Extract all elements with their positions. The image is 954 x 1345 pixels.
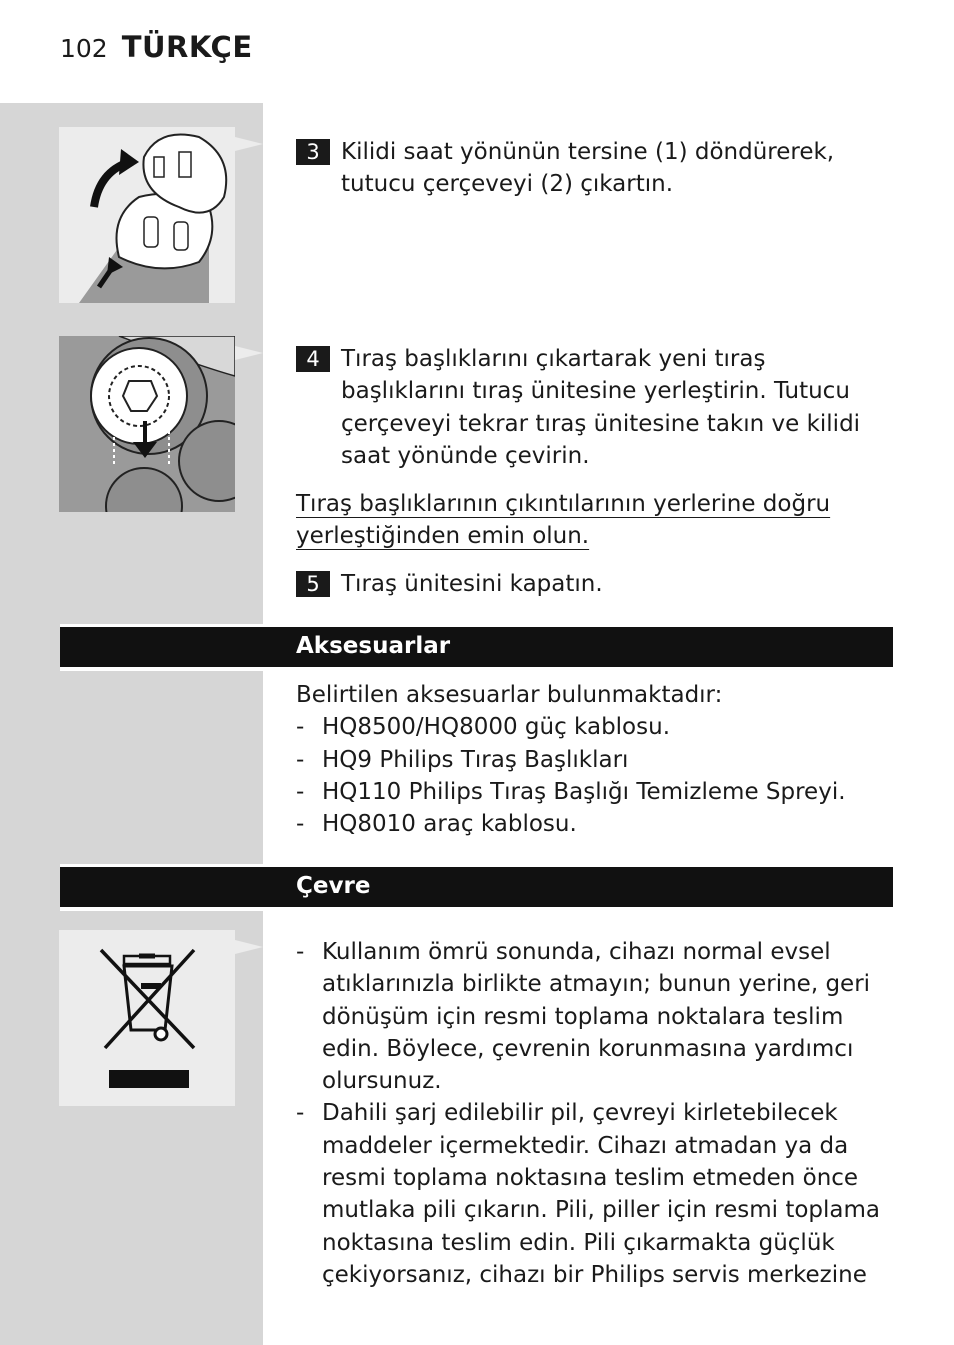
shaver-unlock-illustration <box>59 127 235 303</box>
list-item: - HQ8010 araç kablosu. <box>296 811 577 838</box>
step-3 <box>296 136 881 201</box>
note-line-2: yerleştiğinden emin olun. <box>296 523 590 550</box>
page-header <box>60 30 253 64</box>
list-item: - HQ110 Philips Tıraş Başlığı Temizleme Spreyi. <box>296 778 846 805</box>
list-item: - Kullanım ömrü sonunda, cihazı normal evsel atıklarınızla birlikte atmayın; bunun yerine, geri dönüşüm için resmi toplama noktalara teslim edin. Böylece, çevrenin korunmasına yardımcı olursunuz. <box>296 939 871 1095</box>
step-5 <box>296 568 881 600</box>
language-title: TÜRKÇE <box>121 30 253 64</box>
environment-list <box>296 936 896 1291</box>
step-text: Tıraş başlıklarını çıkartarak yeni tıraş başlıklarını tıraş ünitesine yerleştirin. Tutucu çerçeveyi tekrar tıraş ünitesine takın ve kilidi saat yönünde çevirin. <box>341 346 861 469</box>
page-number: 102 <box>60 34 108 63</box>
step-4 <box>296 343 881 472</box>
step-text: Tıraş ünitesini kapatın. <box>341 571 603 597</box>
section-bar-environment <box>60 867 893 907</box>
accessories-intro: Belirtilen aksesuarlar bulunmaktadır: <box>296 682 723 708</box>
note-line-1: Tıraş başlıklarının çıkıntılarının yerlerine doğru <box>296 491 831 517</box>
step-text: Kilidi saat yönünün tersine (1) döndürerek, tutucu çerçeveyi (2) çıkartın. <box>341 139 835 198</box>
accessories-list <box>296 679 896 840</box>
figure-replace-shaving-heads <box>59 336 235 512</box>
section-heading: Aksesuarlar <box>296 633 451 659</box>
figure-unlock-retaining-frame <box>59 127 235 303</box>
list-item: - Dahili şarj edilebilir pil, çevreyi kirletebilecek maddeler içermektedir. Cihazı atmadan ya da resmi toplama noktasına teslim etmeden önce mutlaka pili çıkarın. Pili, piller için resmi toplama noktasına teslim edin. Pili çıkarmakta güçlük çekiyorsanız, cihazı bir Philips servis merkezine <box>296 1100 880 1288</box>
list-item: - HQ8500/HQ8000 güç kablosu. <box>296 714 670 741</box>
figure-weee-symbol <box>59 930 235 1106</box>
list-item: - HQ9 Philips Tıraş Başlıkları <box>296 746 629 773</box>
crossed-bin-icon <box>59 930 235 1106</box>
step-number-badge: 5 <box>296 571 330 597</box>
step-number-badge: 4 <box>296 346 330 372</box>
step-number-badge: 3 <box>296 139 330 165</box>
placement-note <box>296 488 830 553</box>
section-bar-accessories <box>60 627 893 667</box>
section-heading: Çevre <box>296 873 371 899</box>
shaving-head-illustration <box>59 336 235 512</box>
